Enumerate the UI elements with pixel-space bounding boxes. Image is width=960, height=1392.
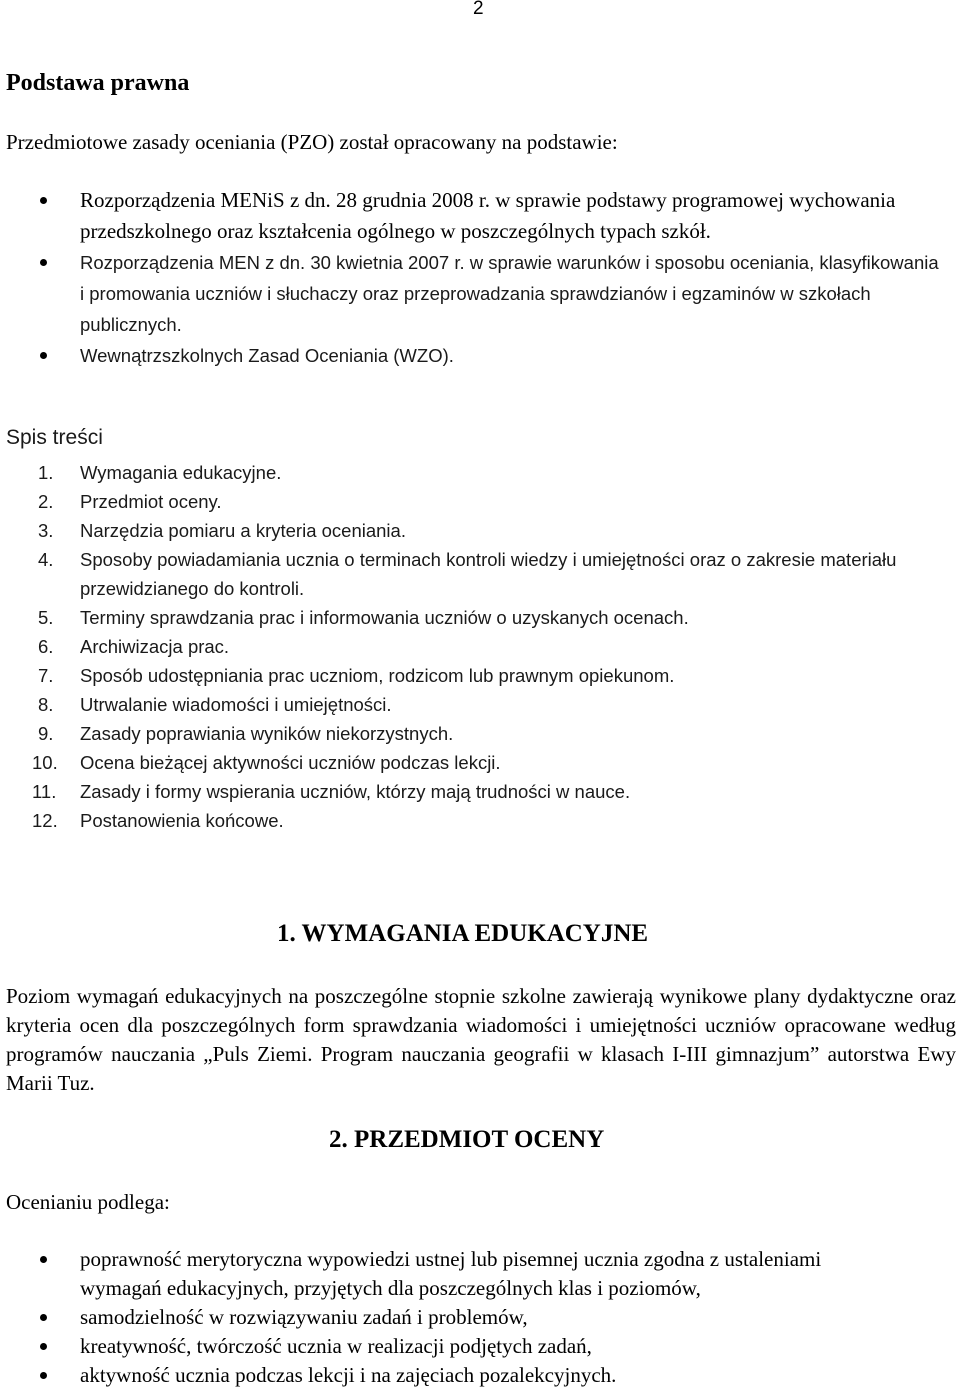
toc-item	[0, 777, 960, 806]
toc-item	[0, 690, 960, 719]
assessment-criteria-list	[0, 1245, 960, 1390]
bullet-icon	[40, 1372, 47, 1379]
toc-item-text: Zasady i formy wspierania uczniów, którzy mają trudności w nauce.	[80, 781, 631, 802]
toc-item-text: Postanowienia końcowe.	[80, 810, 284, 831]
toc-item-number: 8.	[38, 694, 54, 715]
list-item	[0, 1303, 960, 1332]
toc-item-number: 7.	[38, 665, 54, 686]
bullet-icon	[40, 1343, 47, 1350]
toc-item-text: Zasady poprawiania wyników niekorzystnych.	[80, 723, 454, 744]
bullet-icon	[40, 259, 47, 266]
section-1-heading: 1. WYMAGANIA EDUKACYJNE	[277, 920, 649, 947]
toc-item-text: Ocena bieżącej aktywności uczniów podczas lekcji.	[80, 752, 501, 773]
toc-item	[0, 545, 960, 603]
criteria-item-text: aktywność ucznia podczas lekcji i na zajęciach pozalekcyjnych.	[80, 1363, 617, 1387]
toc-item-number: 5.	[38, 607, 54, 628]
section-1-paragraph: Poziom wymagań edukacyjnych na poszczególne stopnie szkolne zawierają wynikowe plany dydaktyczne oraz kryteria ocen dla poszczególnych form sprawdzania wiadomości i umiejętności uczniów opracowane według programów nauczania „Puls Ziemi. Program nauczania geografii w klasach I-III gimnazjum” autorstwa Ewy Marii Tuz.	[6, 984, 956, 1095]
toc-item-text: Przedmiot oceny.	[80, 491, 222, 512]
toc-item-text: Archiwizacja prac.	[80, 636, 230, 657]
toc-item-number: 3.	[38, 520, 54, 541]
toc-item	[0, 719, 960, 748]
legal-basis-intro: Przedmiotowe zasady oceniania (PZO) został opracowany na podstawie:	[6, 130, 618, 154]
toc-item-number: 9.	[38, 723, 54, 744]
toc-item-text: Narzędzia pomiaru a kryteria oceniania.	[80, 520, 406, 541]
bullet-icon	[40, 1256, 47, 1263]
toc-item-number: 6.	[38, 636, 54, 657]
criteria-item-text: poprawność merytoryczna wypowiedzi ustnej lub pisemnej ucznia zgodna z ustaleniami wymagań edukacyjnych, przyjętych dla poszczególnych klas i poziomów,	[80, 1247, 822, 1300]
toc-title: Spis treści	[6, 426, 103, 449]
toc-item-text: Sposób udostępniania prac uczniom, rodzicom lub prawnym opiekunom.	[80, 665, 675, 686]
bullet-icon	[40, 352, 47, 359]
bullet-icon	[40, 1314, 47, 1321]
toc-list	[0, 458, 960, 835]
legal-basis-list	[0, 186, 960, 372]
legal-basis-item-text: Wewnątrzszkolnych Zasad Oceniania (WZO).	[80, 345, 454, 366]
toc-item	[0, 487, 960, 516]
list-item	[0, 1332, 960, 1361]
toc-item-number: 10.	[32, 752, 58, 773]
list-item	[0, 1361, 960, 1390]
toc-item	[0, 661, 960, 690]
list-item	[0, 341, 960, 372]
legal-basis-item-text: Rozporządzenia MEN z dn. 30 kwietnia 2007 r. w sprawie warunków i sposobu oceniania, klasyfikowania i promowania uczniów i słuchaczy oraz przeprowadzania sprawdzianów i egzaminów w szkołach publicznych.	[80, 252, 939, 335]
bullet-icon	[40, 197, 47, 204]
toc-item	[0, 632, 960, 661]
list-item	[0, 1245, 960, 1303]
toc-item	[0, 516, 960, 545]
toc-item-text: Terminy sprawdzania prac i informowania uczniów o uzyskanych ocenach.	[80, 607, 689, 628]
section-2-intro: Ocenianiu podlega:	[6, 1190, 170, 1214]
toc-item	[0, 806, 960, 835]
list-item	[0, 186, 960, 248]
toc-item	[0, 748, 960, 777]
legal-basis-item-text: Rozporządzenia MENiS z dn. 28 grudnia 2008 r. w sprawie podstawy programowej wychowania przedszkolnego oraz kształcenia ogólnego w poszczególnych typach szkół.	[80, 188, 896, 243]
toc-item-number: 2.	[38, 491, 54, 512]
toc-item-text: Utrwalanie wiadomości i umiejętności.	[80, 694, 392, 715]
legal-basis-heading: Podstawa prawna	[6, 70, 190, 96]
toc-item-number: 4.	[38, 549, 54, 570]
criteria-item-text: samodzielność w rozwiązywaniu zadań i problemów,	[80, 1305, 528, 1329]
criteria-item-text: kreatywność, twórczość ucznia w realizacji podjętych zadań,	[80, 1334, 592, 1358]
toc-item	[0, 603, 960, 632]
toc-item	[0, 458, 960, 487]
section-2-heading: 2. PRZEDMIOT OCENY	[329, 1126, 605, 1153]
page-number: 2	[473, 0, 484, 19]
list-item	[0, 248, 960, 341]
toc-item-number: 12.	[32, 810, 58, 831]
toc-item-text: Sposoby powiadamiania ucznia o terminach kontroli wiedzy i umiejętności oraz o zakresie materiału przewidzianego do kontroli.	[80, 549, 897, 599]
toc-item-text: Wymagania edukacyjne.	[80, 462, 282, 483]
toc-item-number: 11.	[32, 781, 57, 802]
toc-item-number: 1.	[38, 462, 54, 483]
